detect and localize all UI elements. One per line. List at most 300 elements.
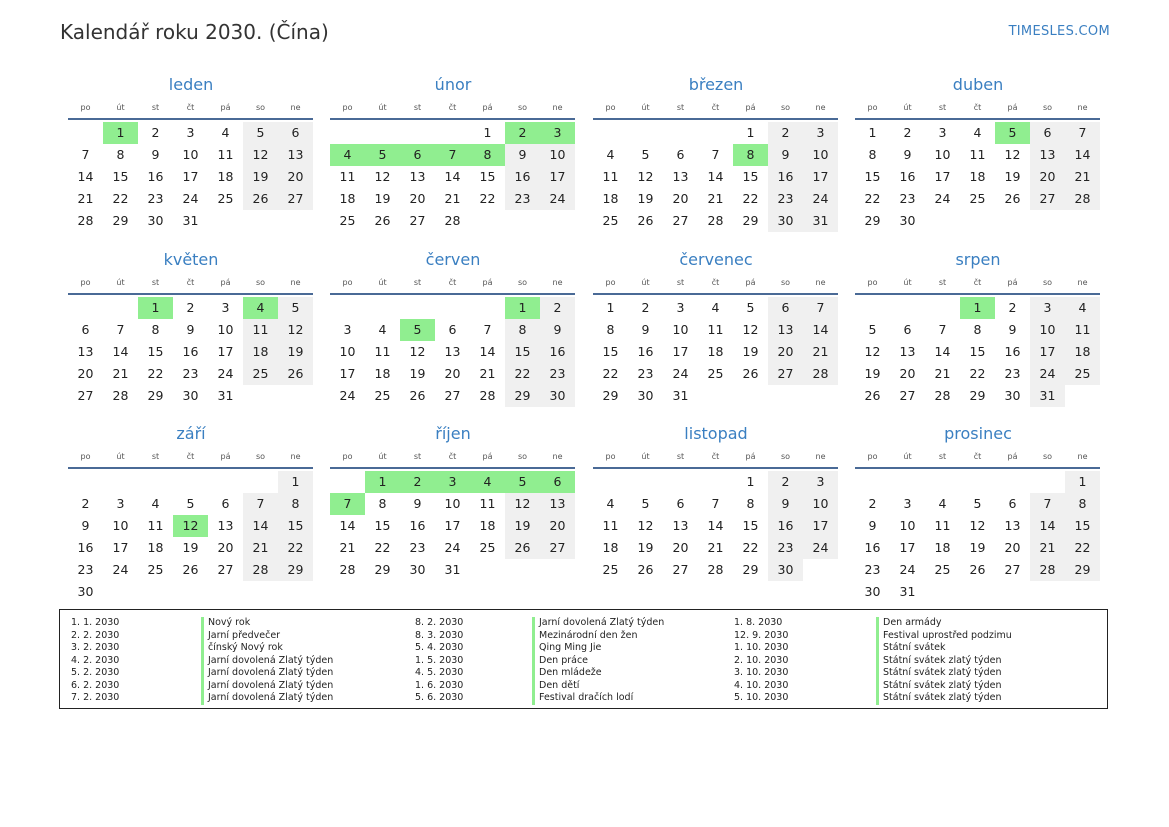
day-cell: 12 [505,493,540,515]
holiday-date: 12. 9. 2030 [734,629,789,641]
day-cell: 24 [672,366,689,381]
day-cell: 29 [278,559,313,581]
day-cell: 28 [243,559,278,581]
holiday-day-cell: 8 [733,144,768,166]
day-cell: 22 [864,191,881,206]
weekday-label: st [676,452,685,461]
day-cell: 21 [707,540,724,555]
day-cell: 14 [1030,515,1065,537]
day-cell: 19 [182,540,199,555]
weekday-label: pá [220,278,231,287]
holiday-date: 5. 4. 2030 [415,642,464,653]
weekday-label: ne [1077,452,1088,461]
day-cell: 4 [378,322,387,337]
empty-cell [470,297,505,319]
day-cell: 16 [864,540,881,555]
day-cell: 21 [934,366,951,381]
day-cell: 12 [742,322,759,337]
day-cell: 27 [444,388,461,403]
day-cell: 19 [409,366,426,381]
day-cell: 1 [1065,471,1100,493]
weekday-label: pá [1007,103,1018,112]
day-cell: 9 [540,319,575,341]
day-cell: 11 [217,147,234,162]
day-cell: 22 [602,366,619,381]
weekday-label: st [413,278,422,287]
day-cell: 21 [479,366,496,381]
weekday-label: so [517,452,528,461]
empty-cell [103,297,138,319]
day-cell: 30 [637,388,654,403]
empty-cell [628,471,663,493]
day-cell: 31 [182,213,199,228]
weekday-header [330,273,575,295]
weekday-header [855,447,1100,469]
weekday-label: út [641,452,650,461]
day-cell: 13 [217,518,234,533]
holiday-name: Festival dračích lodí [532,692,633,705]
day-cell: 15 [742,169,759,184]
holiday-name: Festival uprostřed podzimu [876,630,1012,643]
day-cell: 3 [903,496,912,511]
day-cell: 12 [374,169,391,184]
day-cell: 6 [221,496,230,511]
day-cell: 4 [1065,297,1100,319]
holiday-date: 5. 2. 2030 [71,667,120,678]
day-cell: 3 [938,125,947,140]
day-cell: 6 [768,297,803,319]
day-cell: 4 [151,496,160,511]
holiday-day-cell: 6 [400,144,435,166]
day-cell: 29 [374,562,391,577]
day-cell: 3 [1030,297,1065,319]
day-cell: 15 [1065,515,1100,537]
weekday-label: ne [290,278,301,287]
holiday-date: 5. 6. 2030 [415,692,464,703]
day-cell: 9 [768,493,803,515]
day-cell: 26 [374,213,391,228]
holiday-day-cell: 5 [365,144,400,166]
month-block [68,72,314,232]
day-cell: 13 [278,144,313,166]
day-cell: 15 [278,515,313,537]
weekday-label: po [342,452,353,461]
weekday-label: ne [815,278,826,287]
weekday-label: út [378,452,387,461]
day-cell: 28 [707,213,724,228]
holiday-name: Qing Ming Jie [532,642,601,655]
day-grid [855,122,1100,232]
day-cell: 14 [77,169,94,184]
weekday-label: pá [482,278,493,287]
month-block [330,421,576,581]
holiday-day-cell: 2 [400,471,435,493]
day-cell: 14 [934,344,951,359]
day-cell: 17 [803,166,838,188]
day-cell: 25 [374,388,391,403]
day-cell: 4 [938,496,947,511]
day-cell: 15 [147,344,164,359]
day-cell: 2 [768,122,803,144]
day-cell: 2 [868,496,877,511]
day-cell: 31 [444,562,461,577]
day-cell: 15 [742,518,759,533]
holiday-day-cell: 7 [435,144,470,166]
weekday-header [593,273,838,295]
holiday-day-cell: 7 [330,493,365,515]
empty-cell [330,297,365,319]
day-cell: 20 [278,166,313,188]
day-cell: 14 [707,518,724,533]
day-cell: 8 [116,147,125,162]
holiday-day-cell: 12 [173,515,208,537]
holiday-name: Nový rok [201,617,250,630]
empty-cell [925,297,960,319]
month-block [68,247,314,407]
day-cell: 24 [899,562,916,577]
day-cell: 28 [112,388,129,403]
weekday-label: út [903,452,912,461]
empty-cell [208,471,243,493]
day-cell: 15 [505,341,540,363]
weekday-label: st [413,103,422,112]
day-cell: 13 [444,344,461,359]
empty-cell [663,471,698,493]
day-cell: 24 [112,562,129,577]
day-cell: 11 [707,322,724,337]
month-block [68,421,314,603]
day-cell: 17 [217,344,234,359]
month-name: prosinec [944,424,1012,443]
day-cell: 30 [768,210,803,232]
weekday-label: so [1042,452,1053,461]
weekday-label: pá [745,278,756,287]
empty-cell [68,122,103,144]
day-cell: 31 [217,388,234,403]
day-cell: 6 [448,322,457,337]
empty-cell [890,471,925,493]
day-cell: 23 [540,363,575,385]
day-cell: 23 [182,366,199,381]
weekday-label: čt [711,103,720,112]
weekday-header [593,447,838,469]
weekday-label: so [255,452,266,461]
day-cell: 22 [479,191,496,206]
day-cell: 20 [672,540,689,555]
day-cell: 6 [278,122,313,144]
holiday-day-cell: 5 [505,471,540,493]
day-cell: 12 [409,344,426,359]
day-cell: 19 [243,166,278,188]
weekday-label: so [517,278,528,287]
day-cell: 10 [803,144,838,166]
day-cell: 8 [505,319,540,341]
holiday-name: Jarní dovolená Zlatý týden [201,692,333,705]
day-cell: 25 [147,562,164,577]
day-cell: 30 [768,559,803,581]
day-cell: 24 [540,188,575,210]
day-cell: 27 [278,188,313,210]
day-cell: 14 [803,319,838,341]
holiday-day-cell: 3 [435,471,470,493]
holiday-day-cell: 1 [505,297,540,319]
day-cell: 13 [77,344,94,359]
day-cell: 23 [637,366,654,381]
day-cell: 23 [899,191,916,206]
day-cell: 5 [243,122,278,144]
weekday-label: čt [448,103,457,112]
day-cell: 17 [672,344,689,359]
day-cell: 18 [602,540,619,555]
holiday-date: 1. 1. 2030 [71,617,120,628]
weekday-label: ne [1077,103,1088,112]
day-cell: 14 [243,515,278,537]
holiday-date: 3. 10. 2030 [734,667,789,678]
day-cell: 27 [672,213,689,228]
day-cell: 13 [540,493,575,515]
day-cell: 26 [742,366,759,381]
day-cell: 6 [1008,496,1017,511]
weekday-label: po [605,452,616,461]
empty-cell [68,297,103,319]
day-cell: 10 [803,493,838,515]
day-cell: 17 [112,540,129,555]
weekday-label: st [938,452,947,461]
day-cell: 29 [742,562,759,577]
day-cell: 8 [278,493,313,515]
day-cell: 22 [147,366,164,381]
day-cell: 16 [540,341,575,363]
month-block [593,247,839,407]
day-cell: 1 [483,125,492,140]
day-cell: 4 [221,125,230,140]
day-cell: 29 [864,213,881,228]
holiday-name: Den mládeže [532,667,602,680]
holiday-day-cell: 3 [540,122,575,144]
day-cell: 4 [973,125,982,140]
day-cell: 17 [339,366,356,381]
month-name: listopad [684,424,748,443]
weekday-label: čt [711,278,720,287]
day-cell: 23 [1004,366,1021,381]
holiday-name: Jarní dovolená Zlatý týden [201,655,333,668]
day-cell: 2 [81,496,90,511]
empty-cell [890,297,925,319]
empty-cell [995,471,1030,493]
weekday-label: čt [711,452,720,461]
day-cell: 21 [112,366,129,381]
day-cell: 6 [1030,122,1065,144]
empty-cell [1030,471,1065,493]
day-cell: 7 [711,496,720,511]
day-cell: 29 [602,388,619,403]
day-cell: 9 [186,322,195,337]
day-cell: 27 [1030,188,1065,210]
day-cell: 21 [1065,166,1100,188]
month-name: srpen [955,250,1001,269]
day-cell: 18 [969,169,986,184]
day-grid [593,471,838,581]
month-name: březen [688,75,744,94]
day-cell: 15 [864,169,881,184]
day-cell: 28 [803,363,838,385]
day-cell: 23 [505,188,540,210]
weekday-header [68,447,313,469]
day-cell: 15 [479,169,496,184]
day-grid [68,471,313,603]
day-cell: 24 [803,188,838,210]
day-cell: 5 [746,300,755,315]
weekday-label: čt [448,452,457,461]
month-block [593,72,839,232]
weekday-label: ne [1077,278,1088,287]
day-cell: 8 [606,322,615,337]
empty-cell [855,471,890,493]
day-cell: 25 [243,363,278,385]
day-cell: 22 [742,540,759,555]
day-cell: 22 [969,366,986,381]
holiday-date: 2. 10. 2030 [734,654,789,666]
holiday-date: 7. 2. 2030 [71,692,120,703]
day-cell: 25 [339,213,356,228]
weekday-label: út [116,278,125,287]
day-cell: 23 [768,188,803,210]
holiday-day-cell: 5 [400,319,435,341]
day-cell: 18 [602,191,619,206]
day-cell: 25 [217,191,234,206]
day-cell: 12 [969,518,986,533]
day-cell: 29 [742,213,759,228]
day-cell: 18 [1065,341,1100,363]
empty-cell [173,471,208,493]
holiday-legend [59,609,1108,709]
day-cell: 24 [339,388,356,403]
page-title: Kalendář roku 2030. (Čína) [60,20,329,44]
day-cell: 12 [278,319,313,341]
day-cell: 4 [606,496,615,511]
day-cell: 21 [707,191,724,206]
weekday-label: st [676,278,685,287]
day-cell: 13 [409,169,426,184]
day-cell: 23 [147,191,164,206]
day-cell: 30 [540,385,575,407]
day-cell: 6 [676,147,685,162]
day-cell: 3 [676,300,685,315]
day-cell: 9 [768,144,803,166]
day-cell: 19 [278,341,313,363]
weekday-label: po [342,278,353,287]
day-cell: 30 [147,213,164,228]
weekday-label: so [255,103,266,112]
day-cell: 20 [1030,166,1065,188]
day-cell: 13 [1004,518,1021,533]
day-cell: 14 [444,169,461,184]
weekday-label: pá [220,103,231,112]
day-cell: 13 [1030,144,1065,166]
day-cell: 3 [343,322,352,337]
holiday-day-cell: 4 [243,297,278,319]
weekday-label: st [151,278,160,287]
weekday-label: čt [448,278,457,287]
day-cell: 17 [1030,341,1065,363]
weekday-label: ne [290,452,301,461]
day-cell: 11 [934,518,951,533]
empty-cell [365,297,400,319]
day-cell: 10 [934,147,951,162]
day-cell: 12 [637,169,654,184]
day-cell: 27 [217,562,234,577]
day-cell: 19 [637,540,654,555]
day-cell: 1 [606,300,615,315]
day-cell: 13 [672,518,689,533]
day-cell: 7 [116,322,125,337]
site-link[interactable]: TIMESLES.COM [1008,24,1110,39]
weekday-label: út [378,103,387,112]
day-cell: 27 [409,213,426,228]
day-grid [855,297,1100,407]
day-cell: 20 [1004,540,1021,555]
holiday-date: 1. 8. 2030 [734,617,783,628]
day-cell: 7 [803,297,838,319]
weekday-label: ne [552,278,563,287]
holiday-date: 5. 10. 2030 [734,692,789,703]
weekday-label: út [116,103,125,112]
month-name: leden [168,75,214,94]
holiday-day-cell: 1 [365,471,400,493]
holiday-name: Státní svátek zlatý týden [876,667,1002,680]
day-cell: 31 [1030,385,1065,407]
holiday-day-cell: 5 [995,122,1030,144]
day-cell: 23 [864,562,881,577]
day-cell: 16 [147,169,164,184]
weekday-label: pá [482,103,493,112]
month-name: duben [952,75,1004,94]
day-cell: 14 [479,344,496,359]
day-cell: 9 [1008,322,1017,337]
holiday-name: čínský Nový rok [201,642,283,655]
weekday-label: so [780,452,791,461]
day-cell: 20 [540,515,575,537]
day-cell: 18 [147,540,164,555]
day-cell: 24 [934,191,951,206]
holiday-date: 3. 2. 2030 [71,642,120,653]
day-grid [68,122,313,232]
day-cell: 26 [505,537,540,559]
day-cell: 22 [278,537,313,559]
day-cell: 25 [602,213,619,228]
day-cell: 1 [278,471,313,493]
weekday-label: út [641,103,650,112]
weekday-label: út [378,278,387,287]
day-cell: 29 [969,388,986,403]
day-cell: 24 [444,540,461,555]
day-cell: 16 [1004,344,1021,359]
day-cell: 18 [243,341,278,363]
day-cell: 26 [278,363,313,385]
holiday-name: Státní svátek zlatý týden [876,655,1002,668]
day-cell: 27 [540,537,575,559]
day-cell: 9 [641,322,650,337]
holiday-name: Státní svátek zlatý týden [876,692,1002,705]
day-cell: 26 [243,188,278,210]
day-cell: 2 [641,300,650,315]
day-cell: 29 [112,213,129,228]
day-cell: 7 [1030,493,1065,515]
weekday-label: ne [815,452,826,461]
weekday-label: út [903,278,912,287]
day-cell: 10 [339,344,356,359]
day-cell: 15 [374,518,391,533]
